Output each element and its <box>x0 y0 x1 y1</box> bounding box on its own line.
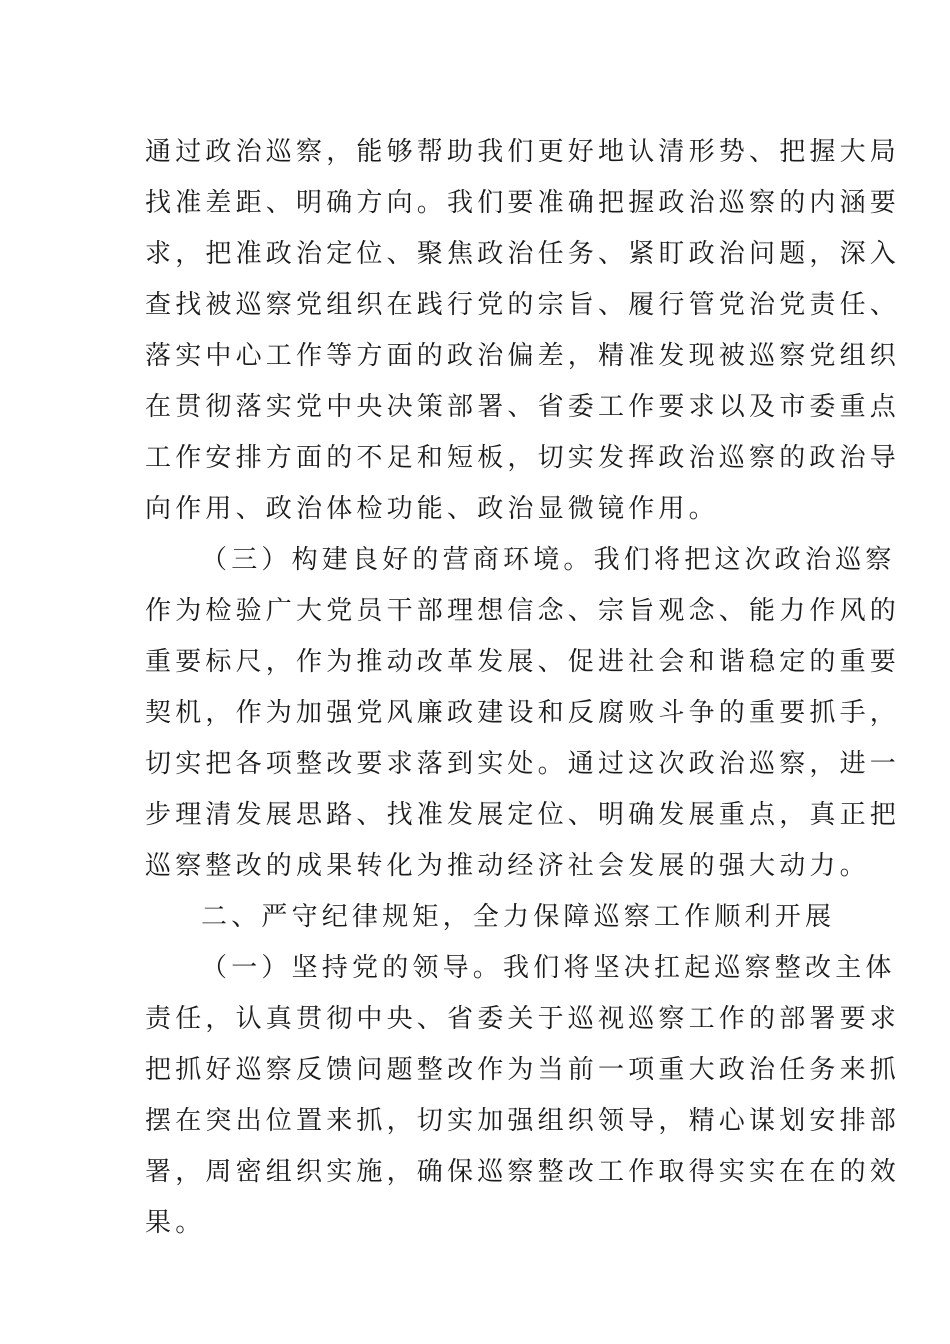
paragraph-heading-line: （三）构建良好的营商环境。我们将把这次政治巡察 <box>201 545 896 575</box>
text-line: 在贯彻落实党中央决策部署、省委工作要求以及市委重点 <box>145 392 901 422</box>
text-line: 向作用、政治体检功能、政治显微镜作用。 <box>145 494 719 524</box>
text-line: 工作安排方面的不足和短板，切实发挥政治巡察的政治导 <box>145 443 901 473</box>
text-line: 契机，作为加强党风廉政建设和反腐败斗争的重要抓手， <box>145 698 901 728</box>
text-line: 查找被巡察党组织在践行党的宗旨、履行管党治党责任、 <box>145 290 901 320</box>
text-line: 摆在突出位置来抓，切实加强组织领导，精心谋划安排部 <box>145 1106 901 1136</box>
text-line: 果。 <box>145 1208 206 1238</box>
text-line: 切实把各项整改要求落到实处。通过这次政治巡察，进一 <box>145 749 901 779</box>
text-line: 通过政治巡察，能够帮助我们更好地认清形势、把握大局 <box>145 137 901 167</box>
document-body <box>145 127 901 1249</box>
text-line: 把抓好巡察反馈问题整改作为当前一项重大政治任务来抓 <box>145 1055 901 1085</box>
text-line: 署，周密组织实施，确保巡察整改工作取得实实在在的效 <box>145 1157 901 1187</box>
text-line: 重要标尺，作为推动改革发展、促进社会和谐稳定的重要 <box>145 647 901 677</box>
text-line: 巡察整改的成果转化为推动经济社会发展的强大动力。 <box>145 851 870 881</box>
section-heading: 二、严守纪律规矩，全力保障巡察工作顺利开展 <box>201 902 836 932</box>
text-line: 求，把准政治定位、聚焦政治任务、紧盯政治问题，深入 <box>145 239 901 269</box>
paragraph-heading-line: （一）坚持党的领导。我们将坚决扛起巡察整改主体 <box>201 953 896 983</box>
text-line: 找准差距、明确方向。我们要准确把握政治巡察的内涵要 <box>145 188 901 218</box>
text-line: 步理清发展思路、找准发展定位、明确发展重点，真正把 <box>145 800 901 830</box>
text-line: 责任，认真贯彻中央、省委关于巡视巡察工作的部署要求 <box>145 1004 901 1034</box>
text-line: 落实中心工作等方面的政治偏差，精准发现被巡察党组织 <box>145 341 901 371</box>
text-line: 作为检验广大党员干部理想信念、宗旨观念、能力作风的 <box>145 596 901 626</box>
